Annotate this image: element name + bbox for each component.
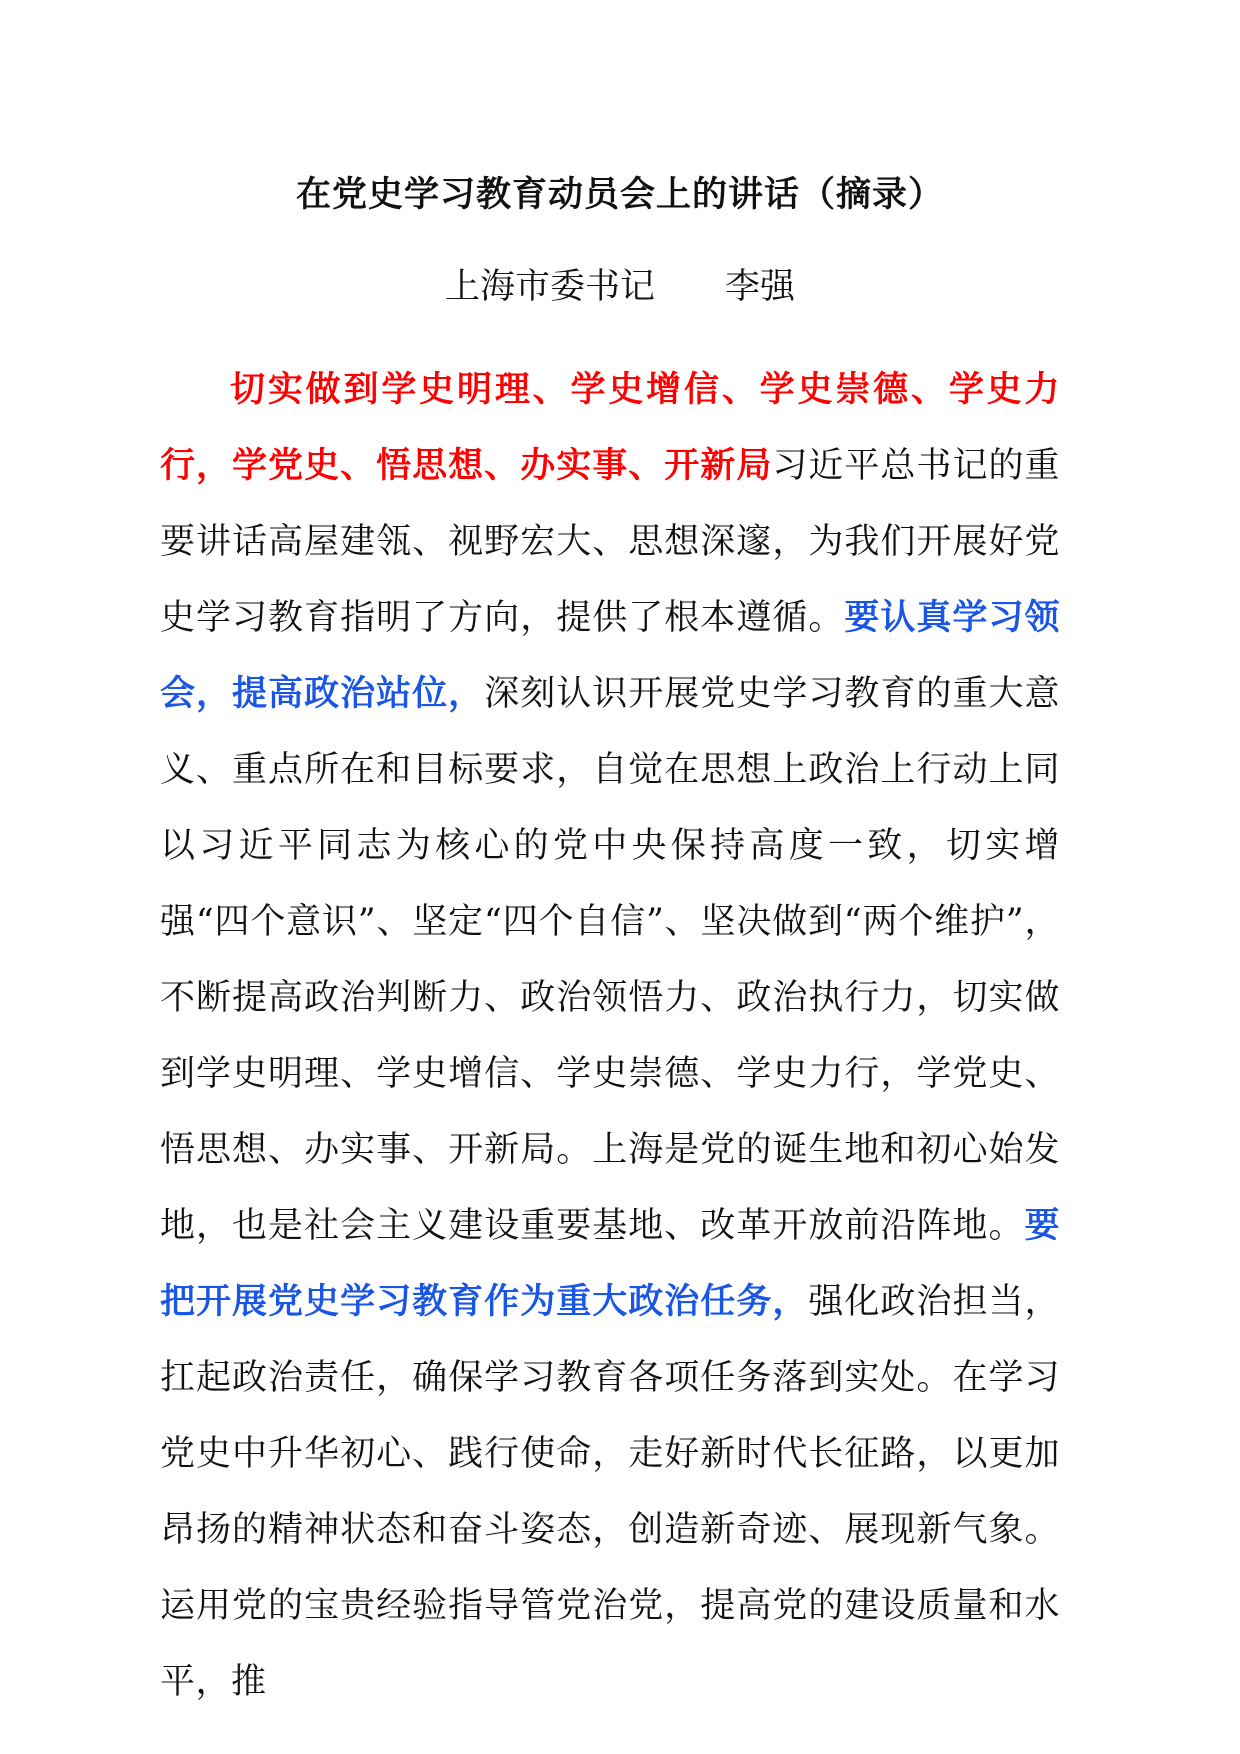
highlight-blue-point: 要认真学习领会，提高政治站位，	[160, 597, 1060, 714]
document-title: 在党史学习教育动员会上的讲话（摘录）	[295, 174, 944, 215]
author-role: 上海市委书记	[444, 267, 655, 307]
body-text-run: 习近平总书记的重要讲话高屋建瓴、视野宏大、思想深邃，为我们开展好党史学习教育指明了方向，提供了根本遵循。	[160, 446, 1060, 638]
highlight-red-heading: 切实做到学史明理、学史增信、学史崇德、学史力行，学党史、悟思想、办实事、开新局	[160, 369, 1060, 486]
body-text-run: 深刻认识开展党史学习教育的重大意义、重点所在和目标要求，自觉在思想上政治上行动上同以习近平同志为核心的党中央保持高度一致，切实增强“四个意识”、坚定“四个自信”、坚决做到“两个维护”，不断提高政治判断力、政治领悟力、政治执行力，切实做到学史明理、学史增信、学史崇德、学史力行，学党史、悟思想、办实事、开新局。上海是党的诞生地和初心始发地，也是社会主义建设重要基地、改革开放前沿阵地。	[160, 674, 1060, 1246]
body-paragraph	[160, 352, 1060, 1720]
body-text-run: 强化政治担当，扛起政治责任，确保学习教育各项任务落到实处。在学习党史中升华初心、践行使命，走好新时代长征路，以更加昂扬的精神状态和奋斗姿态，创造新奇迹、展现新气象。运用党的宝贵经验指导管党治党，提高党的建设质量和水平，推	[160, 1282, 1060, 1702]
highlight-blue-point: 要把开展党史学习教育作为重大政治任务，	[160, 1205, 1060, 1322]
author-name: 李强	[725, 267, 796, 307]
author-byline	[0, 262, 1240, 312]
